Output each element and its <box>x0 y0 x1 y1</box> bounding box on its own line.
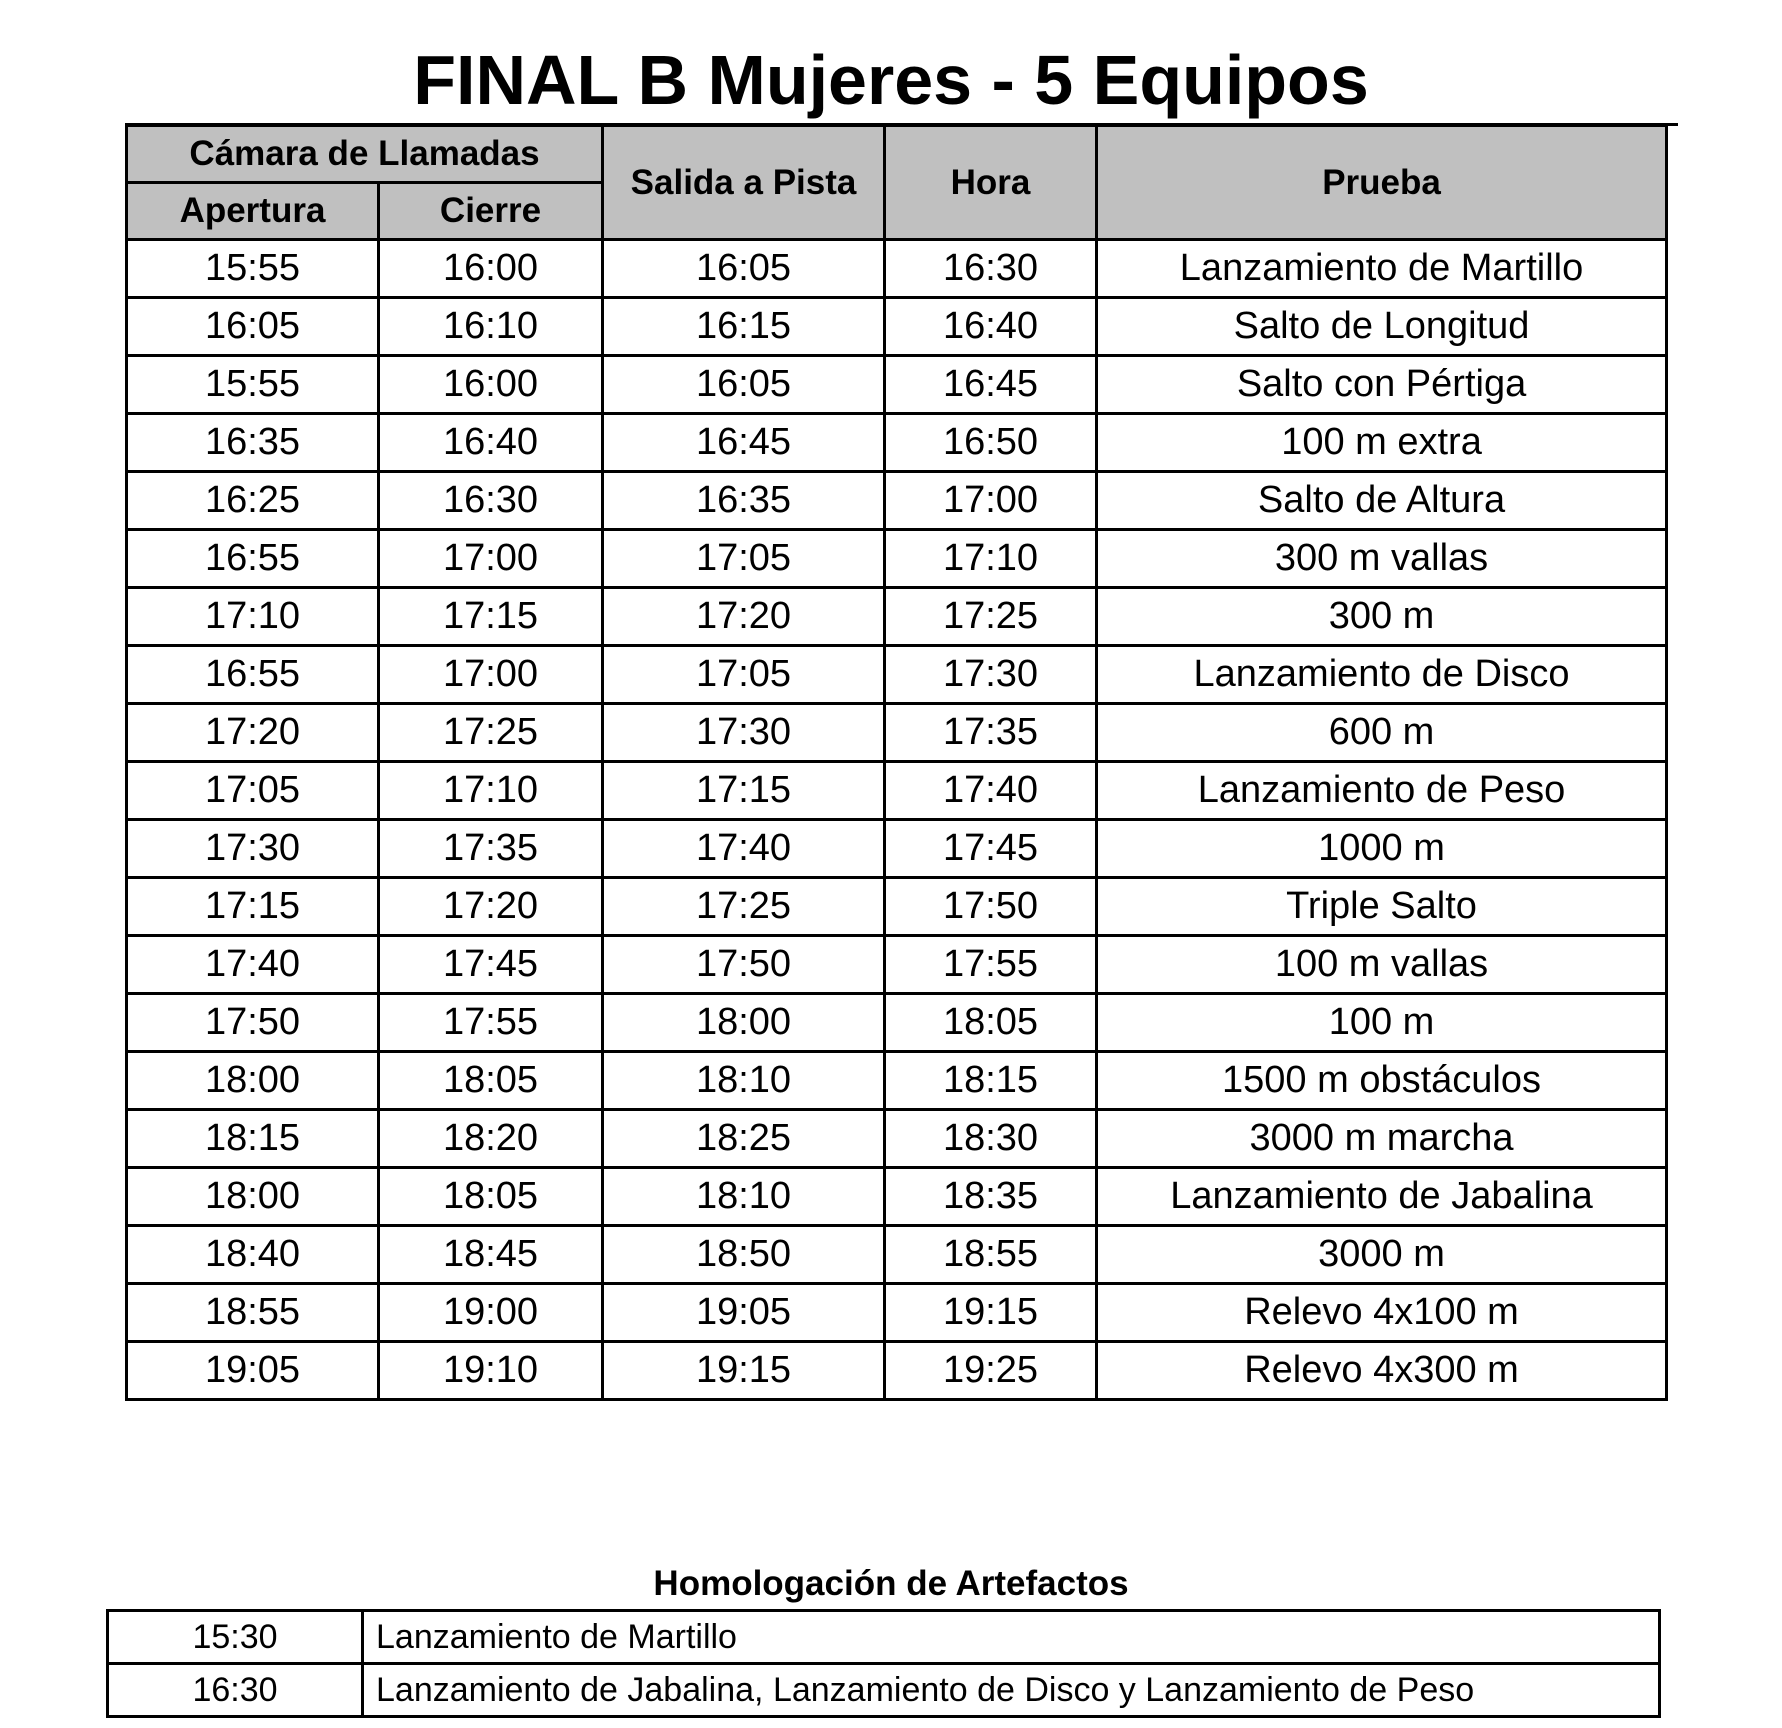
hora-cell: 17:25 <box>885 588 1097 646</box>
apertura-cell: 18:00 <box>127 1168 379 1226</box>
hora-cell: 17:10 <box>885 530 1097 588</box>
header-apertura: Apertura <box>127 183 379 240</box>
hora-cell: 18:55 <box>885 1226 1097 1284</box>
apertura-cell: 18:55 <box>127 1284 379 1342</box>
header-salida-a-pista: Salida a Pista <box>603 126 885 240</box>
apertura-cell: 18:40 <box>127 1226 379 1284</box>
apertura-cell: 19:05 <box>127 1342 379 1400</box>
table-row <box>127 588 1667 646</box>
hora-cell: 16:40 <box>885 298 1097 356</box>
table-row <box>127 356 1667 414</box>
table-row <box>127 820 1667 878</box>
salida-cell: 16:35 <box>603 472 885 530</box>
apertura-cell: 17:10 <box>127 588 379 646</box>
hora-cell: 17:35 <box>885 704 1097 762</box>
hora-cell: 17:40 <box>885 762 1097 820</box>
table-row <box>127 762 1667 820</box>
cierre-cell: 17:20 <box>379 878 603 936</box>
prueba-cell: 1000 m <box>1097 820 1667 878</box>
hora-cell: 19:25 <box>885 1342 1097 1400</box>
homologation-body <box>108 1611 1660 1717</box>
apertura-cell: 16:55 <box>127 530 379 588</box>
apertura-cell: 17:20 <box>127 704 379 762</box>
prueba-cell: Salto con Pértiga <box>1097 356 1667 414</box>
salida-cell: 17:15 <box>603 762 885 820</box>
salida-cell: 18:00 <box>603 994 885 1052</box>
header-prueba: Prueba <box>1097 126 1667 240</box>
table-row <box>127 1342 1667 1400</box>
table-row <box>127 1110 1667 1168</box>
header-hora: Hora <box>885 126 1097 240</box>
salida-cell: 18:10 <box>603 1052 885 1110</box>
salida-cell: 18:25 <box>603 1110 885 1168</box>
hora-cell: 18:30 <box>885 1110 1097 1168</box>
homologation-time-cell: 16:30 <box>108 1664 363 1717</box>
cierre-cell: 19:00 <box>379 1284 603 1342</box>
salida-cell: 17:40 <box>603 820 885 878</box>
prueba-cell: 3000 m <box>1097 1226 1667 1284</box>
header-cierre: Cierre <box>379 183 603 240</box>
table-row <box>127 1168 1667 1226</box>
table-row <box>127 530 1667 588</box>
prueba-cell: 100 m vallas <box>1097 936 1667 994</box>
hora-cell: 16:45 <box>885 356 1097 414</box>
hora-cell: 17:50 <box>885 878 1097 936</box>
table-row <box>127 240 1667 298</box>
prueba-cell: 300 m <box>1097 588 1667 646</box>
table-row <box>127 1052 1667 1110</box>
cierre-cell: 16:10 <box>379 298 603 356</box>
cierre-cell: 16:00 <box>379 240 603 298</box>
apertura-cell: 15:55 <box>127 240 379 298</box>
table-row <box>127 704 1667 762</box>
salida-cell: 17:50 <box>603 936 885 994</box>
hora-cell: 17:30 <box>885 646 1097 704</box>
apertura-cell: 16:25 <box>127 472 379 530</box>
cierre-cell: 16:00 <box>379 356 603 414</box>
cierre-cell: 17:00 <box>379 530 603 588</box>
prueba-cell: Salto de Altura <box>1097 472 1667 530</box>
salida-cell: 17:05 <box>603 646 885 704</box>
salida-cell: 17:30 <box>603 704 885 762</box>
prueba-cell: Triple Salto <box>1097 878 1667 936</box>
salida-cell: 18:50 <box>603 1226 885 1284</box>
prueba-cell: Salto de Longitud <box>1097 298 1667 356</box>
table-row <box>127 1284 1667 1342</box>
table-row <box>127 472 1667 530</box>
hora-cell: 17:00 <box>885 472 1097 530</box>
apertura-cell: 15:55 <box>127 356 379 414</box>
salida-cell: 17:05 <box>603 530 885 588</box>
prueba-cell: Lanzamiento de Peso <box>1097 762 1667 820</box>
prueba-cell: Lanzamiento de Martillo <box>1097 240 1667 298</box>
table-row <box>127 936 1667 994</box>
table-row <box>127 646 1667 704</box>
header-camara-de-llamadas: Cámara de Llamadas <box>127 126 603 183</box>
homologation-row <box>108 1664 1660 1717</box>
apertura-cell: 18:00 <box>127 1052 379 1110</box>
salida-cell: 17:20 <box>603 588 885 646</box>
apertura-cell: 17:30 <box>127 820 379 878</box>
salida-cell: 19:15 <box>603 1342 885 1400</box>
cierre-cell: 17:00 <box>379 646 603 704</box>
prueba-cell: Lanzamiento de Jabalina <box>1097 1168 1667 1226</box>
apertura-cell: 17:50 <box>127 994 379 1052</box>
hora-cell: 16:50 <box>885 414 1097 472</box>
cierre-cell: 18:20 <box>379 1110 603 1168</box>
cierre-cell: 17:45 <box>379 936 603 994</box>
apertura-cell: 17:40 <box>127 936 379 994</box>
cierre-cell: 18:05 <box>379 1168 603 1226</box>
prueba-cell: Relevo 4x300 m <box>1097 1342 1667 1400</box>
prueba-cell: Lanzamiento de Disco <box>1097 646 1667 704</box>
prueba-cell: Relevo 4x100 m <box>1097 1284 1667 1342</box>
table-row <box>127 414 1667 472</box>
table-row <box>127 878 1667 936</box>
salida-cell: 16:05 <box>603 240 885 298</box>
cierre-cell: 17:10 <box>379 762 603 820</box>
apertura-cell: 16:35 <box>127 414 379 472</box>
homologation-event-cell: Lanzamiento de Martillo <box>363 1611 1660 1664</box>
cierre-cell: 17:25 <box>379 704 603 762</box>
cierre-cell: 19:10 <box>379 1342 603 1400</box>
prueba-cell: 300 m vallas <box>1097 530 1667 588</box>
table-row <box>127 994 1667 1052</box>
salida-cell: 16:05 <box>603 356 885 414</box>
table-row <box>127 298 1667 356</box>
apertura-cell: 16:05 <box>127 298 379 356</box>
homologation-time-cell: 15:30 <box>108 1611 363 1664</box>
prueba-cell: 100 m <box>1097 994 1667 1052</box>
prueba-cell: 1500 m obstáculos <box>1097 1052 1667 1110</box>
hora-cell: 18:05 <box>885 994 1097 1052</box>
page-title: FINAL B Mujeres - 5 Equipos <box>413 41 1369 119</box>
hora-cell: 19:15 <box>885 1284 1097 1342</box>
table-row <box>127 1226 1667 1284</box>
homologation-event-cell: Lanzamiento de Jabalina, Lanzamiento de Disco y Lanzamiento de Peso <box>363 1664 1660 1717</box>
hora-cell: 17:55 <box>885 936 1097 994</box>
apertura-cell: 17:05 <box>127 762 379 820</box>
prueba-cell: 600 m <box>1097 704 1667 762</box>
homologation-row <box>108 1611 1660 1664</box>
apertura-cell: 18:15 <box>127 1110 379 1168</box>
prueba-cell: 100 m extra <box>1097 414 1667 472</box>
hora-cell: 17:45 <box>885 820 1097 878</box>
schedule-body <box>127 240 1667 1400</box>
apertura-cell: 17:15 <box>127 878 379 936</box>
homologation-title: Homologación de Artefactos <box>653 1564 1129 1603</box>
homologation-table <box>106 1609 1661 1718</box>
salida-cell: 19:05 <box>603 1284 885 1342</box>
salida-cell: 16:45 <box>603 414 885 472</box>
cierre-cell: 17:55 <box>379 994 603 1052</box>
salida-cell: 18:10 <box>603 1168 885 1226</box>
apertura-cell: 16:55 <box>127 646 379 704</box>
cierre-cell: 16:30 <box>379 472 603 530</box>
prueba-cell: 3000 m marcha <box>1097 1110 1667 1168</box>
salida-cell: 16:15 <box>603 298 885 356</box>
cierre-cell: 17:15 <box>379 588 603 646</box>
hora-cell: 18:15 <box>885 1052 1097 1110</box>
cierre-cell: 16:40 <box>379 414 603 472</box>
schedule-table <box>125 124 1668 1401</box>
hora-cell: 16:30 <box>885 240 1097 298</box>
salida-cell: 17:25 <box>603 878 885 936</box>
hora-cell: 18:35 <box>885 1168 1097 1226</box>
cierre-cell: 18:45 <box>379 1226 603 1284</box>
cierre-cell: 17:35 <box>379 820 603 878</box>
cierre-cell: 18:05 <box>379 1052 603 1110</box>
